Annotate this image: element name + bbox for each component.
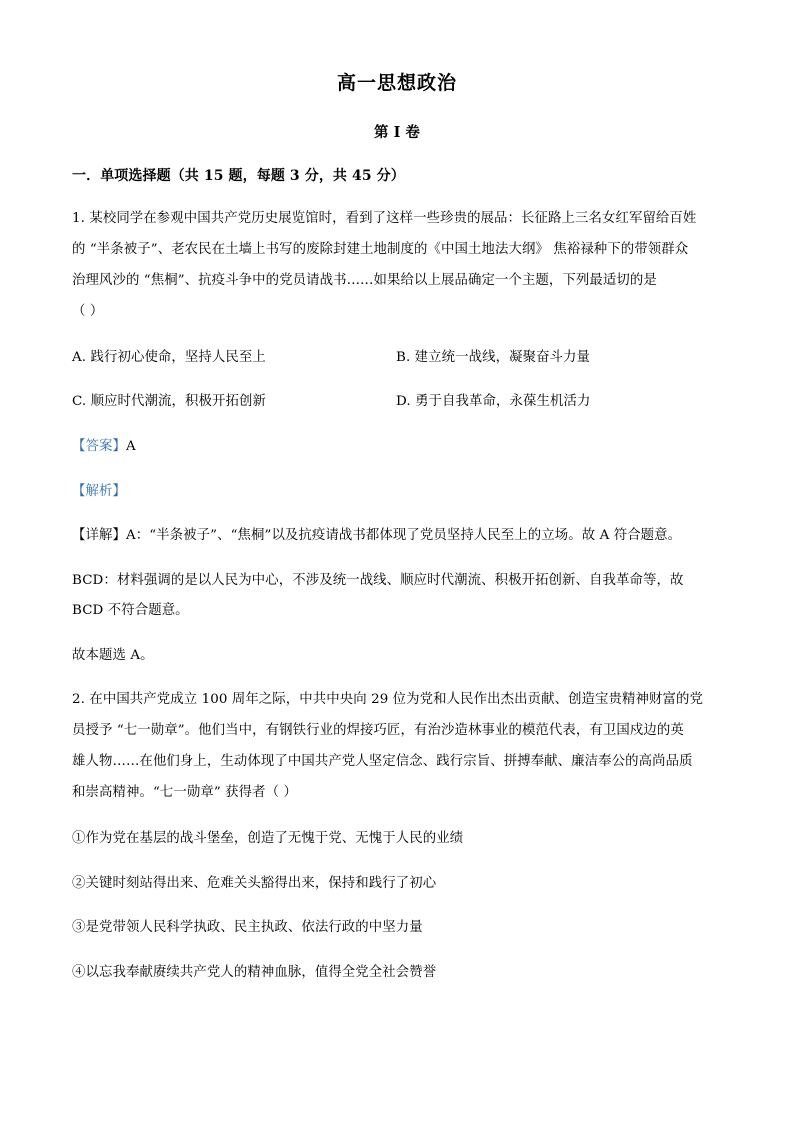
q2-stem-line-3: 雄人物……在他们身上，生动体现了中国共产党人坚定信念、践行宗旨、拼搏奉献、廉洁奉公的高尚品质 [72,754,693,769]
volume-subtitle: 第 I 卷 [374,124,420,141]
q1-option-d: D. 勇于自我革命，永葆生机活力 [396,394,591,409]
q1-conclusion: 故本题选 A。 [72,648,154,663]
q1-stem-line-1: 1. 某校同学在参观中国共产党历史展览馆时，看到了这样一些珍贵的展品：长征路上三名女红军留给百姓 [72,211,697,226]
q2-stem-line-1: 2. 在中国共产党成立 100 周年之际，中共中央向 29 位为党和人民作出杰出贡献、创造宝贵精神财富的党 [72,692,703,707]
q2-stem-line-2: 员授予 “七一勋章”。他们当中，有钢铁行业的焊接巧匠，有治沙造林事业的模范代表，有卫国戍边的英 [72,723,684,738]
analysis-tag: 【解析】 [72,484,126,499]
section-heading: 一．单项选择题（共 15 题，每题 3 分，共 45 分） [72,168,405,184]
q1-option-c: C. 顺应时代潮流，积极开拓创新 [72,394,266,409]
answer-value: A [125,439,136,454]
q1-bcd-line-2: BCD 不符合题意。 [72,603,189,618]
q1-bcd-line-1: BCD：材料强调的是以人民为中心，不涉及统一战线、顺应时代潮流、积极开拓创新、自我革命等，故 [72,573,684,588]
document-title: 高一思想政治 [336,72,457,94]
q1-option-b: B. 建立统一战线，凝聚奋斗力量 [396,350,591,365]
q1-stem-line-4: （ ） [72,304,104,319]
q1-stem-line-3: 治理风沙的 “焦桐”、抗疫斗争中的党员请战书……如果给以上展品确定一个主题，下列最适切的是 [72,273,657,288]
q1-answer-line [72,437,136,457]
q2-statement-3: ③是党带领人民科学执政、民主执政、依法行政的中坚力量 [72,920,423,935]
q1-option-a: A. 践行初心使命，坚持人民至上 [72,350,266,365]
q1-stem-line-2: 的 “半条被子”、老农民在土墙上书写的废除封建土地制度的《中国土地法大纲》 焦裕禄种下的带领群众 [72,242,689,257]
q2-statement-2: ②关键时刻站得出来、危难关头豁得出来，保持和践行了初心 [72,876,437,891]
q2-statement-1: ①作为党在基层的战斗堡垒，创造了无愧于党、无愧于人民的业绩 [72,831,464,846]
q2-statement-4: ④以忘我奉献赓续共产党人的精神血脉，值得全党全社会赞誉 [72,965,437,980]
detail-text: A：“半条被子”、“焦桐”以及抗疫请战书都体现了党员坚持人民至上的立场。故 A 符合题意。 [125,528,682,543]
detail-tag: 【详解】 [72,528,126,543]
answer-tag: 【答案】 [72,439,126,454]
q1-analysis-line [72,482,126,502]
q2-stem-line-4: 和崇高精神。“七一勋章” 获得者（ ） [72,785,297,800]
q1-detail-line [72,526,681,546]
